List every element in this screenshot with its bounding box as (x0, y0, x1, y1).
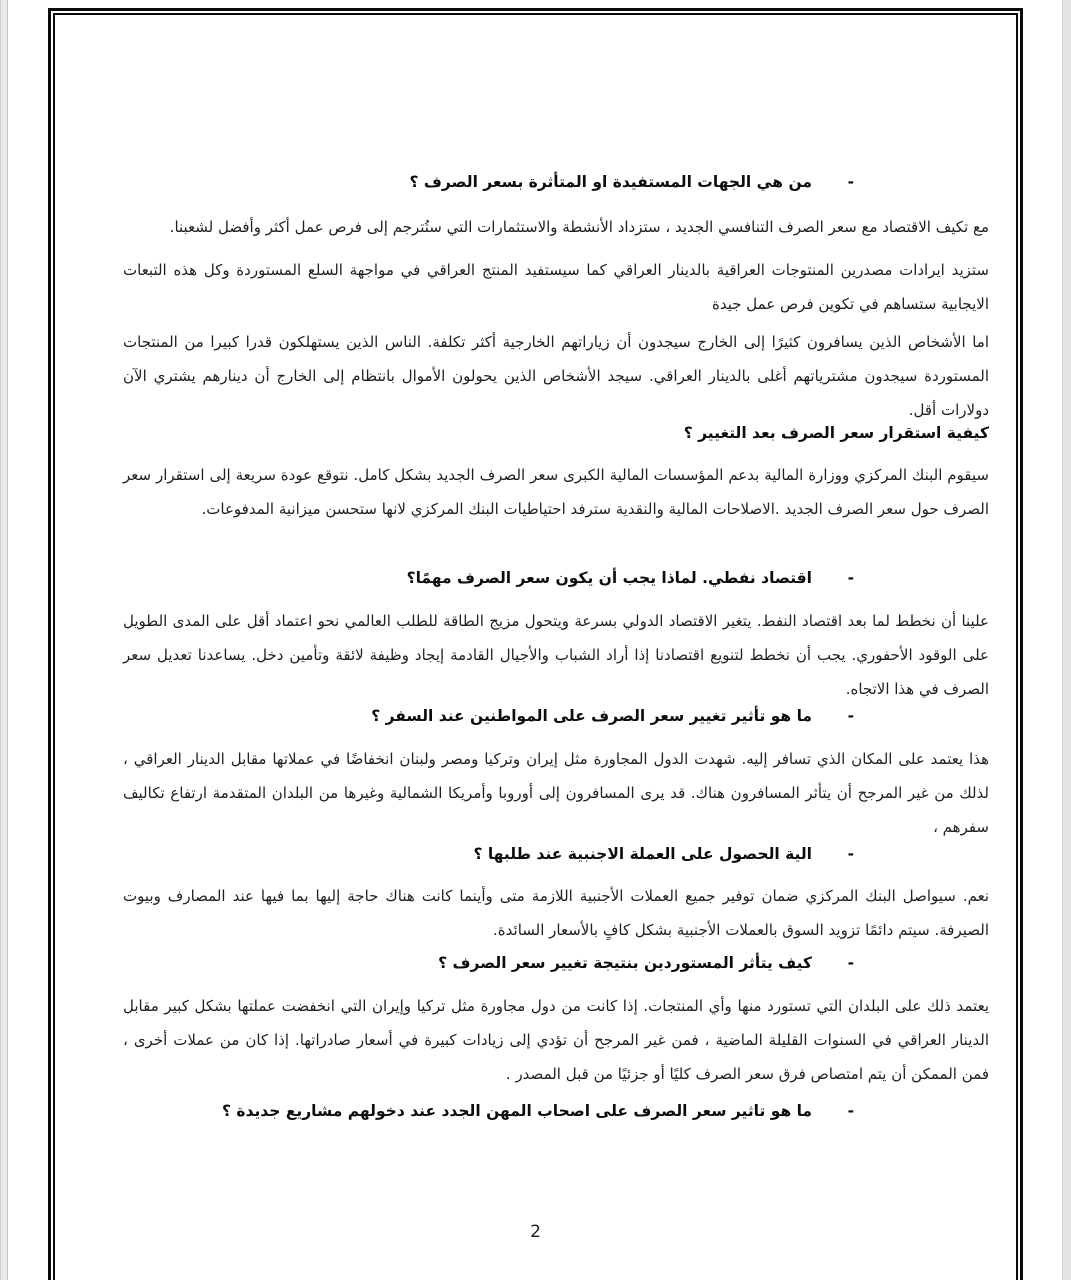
dash-marker: - (847, 1102, 854, 1120)
body-paragraph: سيقوم البنك المركزي ووزارة المالية بدعم المؤسسات المالية الكبرى سعر الصرف الجديد بشكل كامل. نتوقع عودة سريعة إلى استقرار سعر الصرف حول سعر الصرف الجديد .الاصلاحات المالية والنقدية سترفد احتياطيات البنك المركزي لانها ستحسن ميزانية المدفوعات. (123, 466, 989, 518)
question-heading (123, 1094, 989, 1128)
question-text: كيف يتأثر المستوردين بنتيجة تغيير سعر الصرف ؟ (438, 954, 812, 972)
page-number: 2 (530, 1222, 541, 1242)
question-text: ما هو تاثير سعر الصرف على اصحاب المهن الجدد عند دخولهم مشاريع جديدة ؟ (222, 1102, 812, 1120)
question-heading (123, 946, 989, 980)
question-heading (123, 561, 989, 595)
question-text: اقتصاد نفطي. لماذا يجب أن يكون سعر الصرف مهمًا؟ (406, 569, 812, 587)
question-text: الية الحصول على العملة الاجنبية عند طلبها ؟ (473, 845, 812, 863)
question-heading (123, 837, 989, 871)
scan-edge-right (1062, 0, 1071, 1280)
question-text: ما هو تأثير تغيير سعر الصرف على المواطنين عند السفر ؟ (371, 707, 812, 725)
dash-marker: - (847, 954, 854, 972)
question-text: من هي الجهات المستفيدة او المتأثرة بسعر الصرف ؟ (409, 173, 812, 191)
body-paragraph: علينا أن نخطط لما بعد اقتصاد النفط. يتغير الاقتصاد الدولي بسرعة ويتحول مزيج الطاقة للطلب العالمي نحو اعتماد أقل على المدى الطويل على الوقود الأحفوري. يجب أن نخطط لتنويع اقتصادنا إذا أراد الشباب والأجيال القادمة إيجاد وظيفة لائقة وتأمين دخل. يساعدنا تعديل سعر الصرف في هذا الاتجاه. (123, 612, 989, 698)
body-paragraph: يعتمد ذلك على البلدان التي تستورد منها وأي المنتجات. إذا كانت من دول مجاورة مثل تركيا وإيران التي انخفضت عملتها بشكل كبير مقابل الدينار العراقي في السنوات القليلة الماضية ، فمن غير المرجح أن تؤدي إلى زيادات كبيرة في أسعار صادراتها. إذا كان من عملات أخرى ، فمن الممكن أن يتم امتصاص فرق سعر الصرف كليًا أو جزئيًا من قبل المصدر . (123, 997, 989, 1083)
dash-marker: - (847, 173, 854, 191)
dash-marker: - (847, 707, 854, 725)
body-paragraph: ستزيد ايرادات مصدرين المنتوجات العراقية بالدينار العراقي كما سيستفيد المنتج العراقي في مواجهة السلع المستوردة وكل هذه التبعات الايجابية ستساهم في تكوين فرص عمل جيدة (123, 261, 989, 313)
body-paragraph: نعم. سيواصل البنك المركزي ضمان توفير جميع العملات الأجنبية اللازمة متى وأينما كانت هناك حاجة إليها بما فيها عند المصارف وبيوت الصيرفة. سيتم دائمًا تزويد السوق بالعملات الأجنبية بشكل كافٍ بالأسعار السائدة. (123, 887, 989, 939)
scan-edge-left (0, 0, 8, 1280)
document-body (123, 165, 989, 1128)
question-text: كيفية استقرار سعر الصرف بعد التغيير ؟ (683, 424, 989, 442)
dash-marker: - (847, 569, 854, 587)
body-paragraph: هذا يعتمد على المكان الذي تسافر إليه. شهدت الدول المجاورة مثل إيران وتركيا ومصر ولبنان انخفاضًا في عملاتها مقابل الدينار العراقي ، لذلك من غير المرجح أن يتأثر المسافرون هناك. قد يرى المسافرون إلى أوروبا وأمريكا الشمالية وغيرها من البلدان المتقدمة ارتفاع تكاليف سفرهم ، (123, 750, 989, 836)
question-heading (123, 165, 989, 199)
body-paragraph: اما الأشخاص الذين يسافرون كثيرًا إلى الخارج سيجدون أن زياراتهم الخارجية أكثر تكلفة. الناس الذين يستهلكون قدرا كبيرا من المنتجات المستوردة سيجدون مشترياتهم أغلى بالدينار العراقي. سيجد الأشخاص الذين يحولون الأموال بانتظام إلى الخارج أن دينارهم يشتري الآن دولارات أقل. (123, 333, 989, 419)
body-paragraph: مع تكيف الاقتصاد مع سعر الصرف التنافسي الجديد ، ستزداد الأنشطة والاستثمارات التي ستُترجم إلى فرص عمل أكثر وأفضل لشعبنا. (169, 218, 989, 236)
question-heading (123, 416, 989, 450)
dash-marker: - (847, 845, 854, 863)
